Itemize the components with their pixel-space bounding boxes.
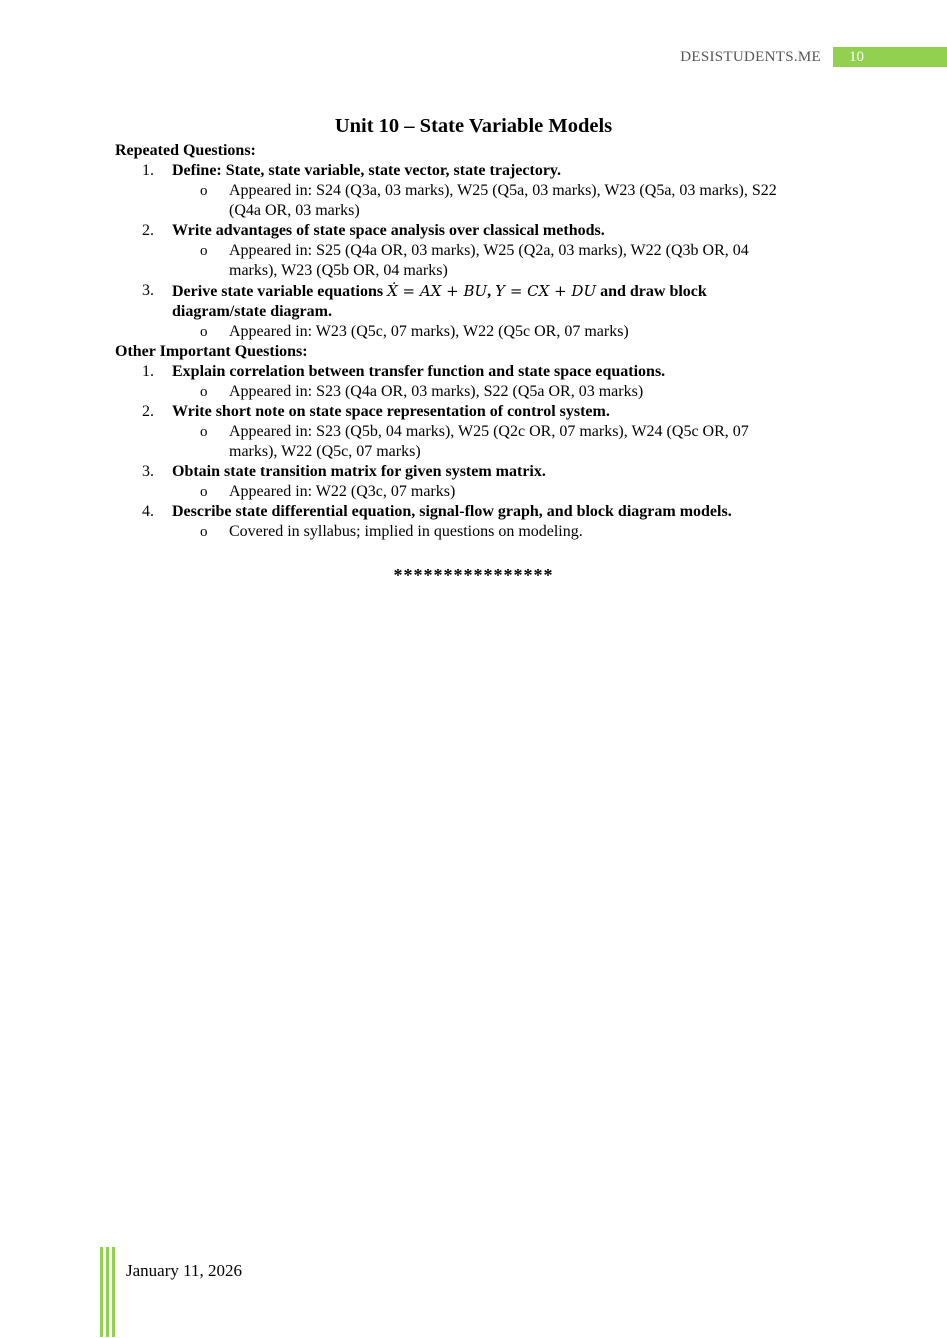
appearance-line: o Appeared in: S24 (Q3a, 03 marks), W25 (Q5a, 03 marks), W23 (Q5a, 03 marks), S22 — [200, 182, 777, 199]
page-header — [680, 46, 947, 68]
question-item: 3. Derive state variable equations Ẋ = AX + BU, Y = CX + DU and draw block — [142, 282, 707, 300]
site-name: DESISTUDENTS.ME — [680, 48, 821, 65]
output-equation: Y = CX + DU — [495, 282, 597, 300]
question-continuation: diagram/state diagram. — [172, 303, 332, 320]
unit-title: Unit 10 – State Variable Models — [334, 115, 613, 137]
questions-content — [115, 141, 835, 542]
footer-date: January 11, 2026 — [126, 1261, 242, 1280]
question-item: 1. Define: State, state variable, state vector, state trajectory. — [142, 162, 562, 179]
section-heading: Other Important Questions: — [115, 343, 308, 360]
state-equation: Ẋ = AX + BU — [387, 282, 488, 300]
question-item: 3. Obtain state transition matrix for given system matrix. — [142, 463, 546, 480]
section-separator: **************** — [393, 565, 554, 585]
question-item: 1. Explain correlation between transfer function and state space equations. — [142, 363, 666, 380]
section-heading: Repeated Questions: — [115, 142, 256, 159]
page-number: 10 — [833, 47, 947, 67]
question-item: 4. Describe state differential equation, signal-flow graph, and block diagram models. — [142, 503, 732, 520]
question-item: 2. Write short note on state space representation of control system. — [142, 403, 610, 420]
appearance-line: marks), W23 (Q5b OR, 04 marks) — [229, 262, 448, 279]
question-item: 2. Write advantages of state space analysis over classical methods. — [142, 222, 605, 239]
appearance-line: o Appeared in: S23 (Q5b, 04 marks), W25 (Q2c OR, 07 marks), W24 (Q5c OR, 07 — [200, 423, 749, 440]
footer-accent-bar — [100, 1247, 103, 1337]
appearance-line: o Appeared in: S25 (Q4a OR, 03 marks), W25 (Q2a, 03 marks), W22 (Q3b OR, 04 — [200, 242, 749, 259]
footer-accent-bar — [106, 1247, 109, 1337]
appearance-line: (Q4a OR, 03 marks) — [229, 202, 360, 219]
appearance-line: o Covered in syllabus; implied in questions on modeling. — [200, 523, 583, 540]
page-footer — [100, 1247, 242, 1337]
appearance-line: marks), W22 (Q5c, 07 marks) — [229, 443, 421, 460]
footer-accent-bar — [112, 1247, 115, 1337]
appearance-line: o Appeared in: W23 (Q5c, 07 marks), W22 (Q5c OR, 07 marks) — [200, 323, 629, 340]
appearance-line: o Appeared in: W22 (Q3c, 07 marks) — [200, 483, 456, 500]
appearance-line: o Appeared in: S23 (Q4a OR, 03 marks), S22 (Q5a OR, 03 marks) — [200, 383, 644, 400]
